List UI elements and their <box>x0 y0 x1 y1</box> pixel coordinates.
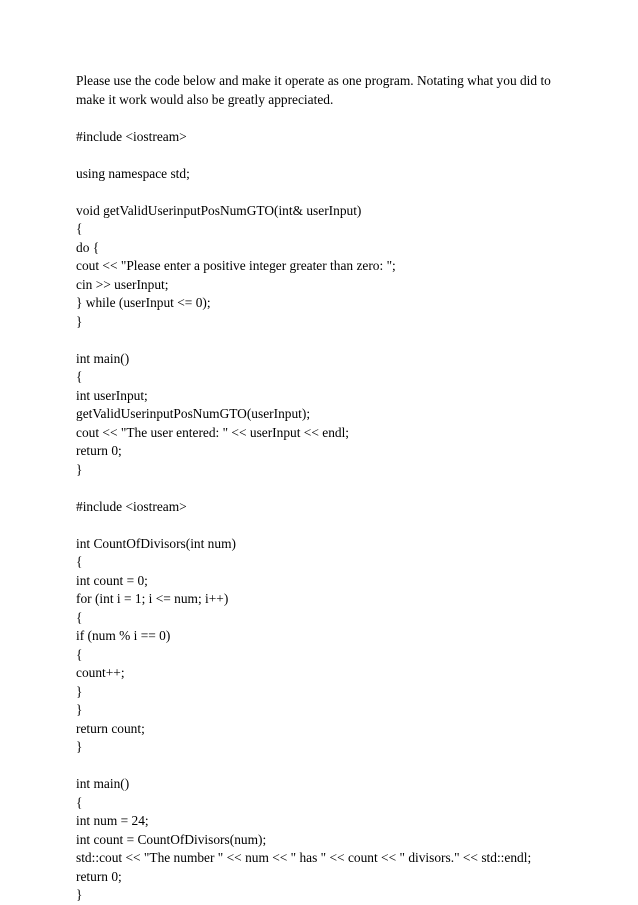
code-line: using namespace std; <box>76 165 190 181</box>
code-line: cout << "Please enter a positive integer greater than zero: "; <box>76 258 396 273</box>
code-line: { <box>76 221 83 236</box>
blank-line <box>76 516 576 535</box>
blank-line <box>76 146 576 165</box>
code-line: { <box>76 369 83 384</box>
code-line: cin >> userInput; <box>76 276 169 292</box>
code-line: do { <box>76 239 100 255</box>
blank-line <box>76 757 576 776</box>
document-body <box>76 72 576 905</box>
code-line: } while (userInput <= 0); <box>76 295 211 310</box>
code-line: } <box>76 313 83 329</box>
code-line: int main() <box>76 350 130 366</box>
code-line: } <box>76 739 83 754</box>
code-line: return count; <box>76 720 145 736</box>
intro-paragraph: Please use the code below and make it operate as one program. Notating what you did to make it work would also be greatly appreciated. <box>76 73 551 107</box>
code-line: int count = CountOfDivisors(num); <box>76 831 267 847</box>
code-line: } <box>76 702 83 717</box>
code-line: int CountOfDivisors(int num) <box>76 535 236 551</box>
code-line: cout << "The user entered: " << userInput << endl; <box>76 424 350 440</box>
blank-line <box>76 479 576 498</box>
code-line: { <box>76 609 83 625</box>
code-line: #include <iostream> <box>76 128 187 144</box>
code-line: { <box>76 554 83 569</box>
blank-line <box>76 331 576 350</box>
code-line: } <box>76 887 83 902</box>
code-line: if (num % i == 0) <box>76 628 171 643</box>
code-line: std::cout << "The number " << num << " has " << count << " divisors." << std::endl; <box>76 850 532 865</box>
code-line: { <box>76 794 83 810</box>
code-line: { <box>76 646 83 662</box>
code-line: int num = 24; <box>76 813 149 828</box>
code-line: #include <iostream> <box>76 498 187 514</box>
code-line: getValidUserinputPosNumGTO(userInput); <box>76 406 311 421</box>
blank-line <box>76 183 576 202</box>
code-line: int main() <box>76 776 130 791</box>
code-line: int userInput; <box>76 387 148 403</box>
code-block <box>76 128 576 905</box>
code-line: for (int i = 1; i <= num; i++) <box>76 591 229 606</box>
code-line: count++; <box>76 665 125 680</box>
code-line: void getValidUserinputPosNumGTO(int& userInput) <box>76 202 362 218</box>
code-line: return 0; <box>76 443 122 458</box>
code-line: } <box>76 683 83 699</box>
code-line: int count = 0; <box>76 572 148 588</box>
code-line: } <box>76 461 83 477</box>
code-line: return 0; <box>76 868 122 884</box>
